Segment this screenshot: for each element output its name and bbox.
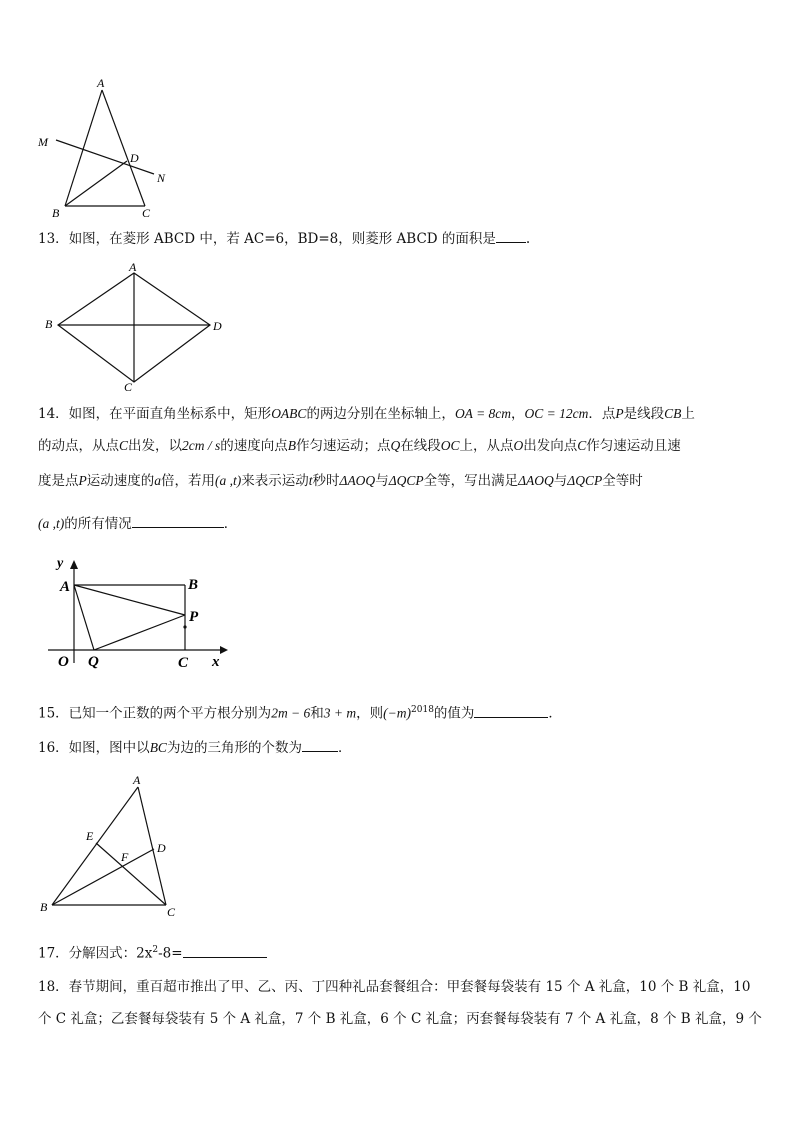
q14-math-c: C — [119, 438, 129, 453]
question-18-line-2: 个 C 礼盒；乙套餐每袋装有 5 个 A 礼盒，7 个 B 礼盒，6 个 C 礼盒；丙套餐每袋装有 7 个 A 礼盒，8 个 B 礼盒，9 个 — [38, 1011, 762, 1027]
segment-bd — [65, 161, 127, 206]
q17-answer-blank[interactable] — [183, 943, 267, 958]
q14-text: 14．如图，在平面直角坐标系中，矩形 — [38, 406, 272, 422]
label-b: B — [40, 900, 48, 914]
q14-math-oa: OA = 8cm — [454, 406, 512, 421]
segment-bd — [52, 849, 154, 905]
y-axis-arrow — [70, 560, 78, 569]
segment-ab — [52, 787, 138, 905]
figure-q12-triangle — [30, 74, 180, 224]
q13-text: 如图，在菱形 ABCD 中，若 AC=6，BD=8，则菱形 ABCD 的面积是 — [68, 231, 496, 247]
label-b: B — [52, 206, 60, 220]
q14-math-cb: CB — [664, 406, 682, 421]
q14-text: 的速度向点 — [220, 438, 288, 454]
q14-math-o: O — [513, 438, 524, 453]
q14-math-a: a — [154, 473, 161, 488]
q14-math-speed: 2cm / s — [182, 438, 221, 453]
q17-text: 17．分解因式：2x — [38, 945, 153, 962]
q14-text: 度是点 — [38, 473, 79, 489]
label-x: x — [212, 654, 220, 670]
question-16 — [38, 737, 351, 758]
q14-text: 倍，若用 — [161, 473, 215, 489]
q16-text: 16．如图，图中以 — [38, 740, 150, 756]
label-a: A — [97, 76, 105, 90]
q15-text: 15．已知一个正数的两个平方根分别为 — [38, 705, 272, 722]
q14-text: 全等，写出满足 — [423, 473, 519, 489]
segment-ab — [65, 90, 102, 206]
q14-math-b: B — [287, 438, 297, 453]
q14-text: 的两边分别在坐标轴上， — [306, 406, 455, 422]
q14-text: ， — [511, 406, 525, 422]
q14-math-triangle-qcp: ΔQCP — [388, 473, 424, 488]
figure-q13-rhombus — [40, 260, 240, 395]
q14-math-triangle-aoq: ΔAOQ — [339, 473, 376, 488]
segment-ap — [74, 585, 185, 615]
question-14-line-1 — [38, 404, 695, 424]
q14-text: 出发向点 — [523, 438, 578, 454]
question-13 — [38, 228, 530, 249]
q17-text: -8= — [158, 945, 183, 962]
q14-text: 运动速度的 — [86, 473, 155, 489]
segment-qp — [94, 615, 185, 650]
label-n: N — [157, 171, 166, 185]
q14-text: 作匀速运动且速 — [586, 438, 681, 454]
label-b: B — [45, 317, 53, 331]
q14-math-oc: OC — [440, 438, 460, 453]
q16-text: 为边的三角形的个数为 — [166, 740, 302, 756]
label-c: C — [178, 655, 189, 671]
q15-text: 的值为 — [433, 705, 475, 722]
q14-math-oabc: OABC — [271, 406, 307, 421]
q14-text: 出发，以 — [128, 438, 183, 454]
q13-answer-blank[interactable] — [496, 228, 526, 243]
q14-text: 的动点，从点 — [38, 438, 119, 454]
q14-end: ． — [223, 516, 238, 532]
label-b: B — [188, 577, 199, 593]
label-c: C — [124, 380, 133, 394]
q14-text: 全等时 — [602, 473, 643, 489]
label-p: P — [189, 609, 199, 625]
q15-math-root-1: 2m − 6 — [271, 705, 311, 721]
question-14-line-3 — [38, 471, 643, 491]
label-d: D — [130, 151, 139, 165]
question-15 — [38, 700, 562, 724]
q16-math-bc: BC — [149, 740, 167, 755]
question-17 — [38, 940, 267, 964]
figure-q14-coordinate — [40, 555, 240, 680]
q14-math-triangle-qcp: ΔQCP — [567, 473, 603, 488]
label-a: A — [60, 579, 71, 595]
q14-text: 是线段 — [623, 406, 665, 422]
q14-text: 与 — [375, 473, 389, 489]
q14-text: 与 — [553, 473, 568, 489]
question-14-line-4 — [38, 513, 237, 534]
label-f: F — [121, 850, 129, 864]
label-y: y — [57, 556, 64, 571]
label-a: A — [129, 260, 137, 274]
q14-math-t: t — [308, 473, 313, 488]
q15-end: ． — [548, 705, 562, 722]
q14-text: 的所有情况 — [64, 516, 132, 532]
q14-text: 秒时 — [312, 473, 340, 489]
q13-number: 13． — [38, 231, 69, 247]
x-axis-arrow — [220, 646, 228, 654]
label-q: Q — [88, 654, 99, 670]
label-o: O — [58, 654, 69, 670]
q15-text: ，则 — [356, 705, 384, 722]
label-a: A — [133, 773, 141, 787]
q14-math-pair: (a ,t) — [38, 516, 65, 531]
segment-ac — [102, 90, 145, 206]
q14-math-p: P — [78, 473, 87, 488]
label-d: D — [157, 841, 166, 855]
q14-math-pair: (a ,t) — [215, 473, 242, 488]
q14-math-q: Q — [390, 438, 401, 453]
line-mn — [56, 140, 154, 174]
label-d: D — [213, 319, 222, 333]
label-m: M — [38, 135, 48, 149]
segment-aq — [74, 585, 94, 650]
q15-text: 和 — [310, 705, 324, 722]
q14-answer-blank[interactable] — [132, 513, 224, 528]
figure-q16-triangle — [36, 770, 196, 920]
q16-end: ． — [337, 740, 352, 756]
label-c: C — [142, 206, 151, 220]
q15-math-base: (−m) — [383, 705, 412, 721]
q15-math-exponent: 2018 — [411, 705, 434, 715]
point-mark — [183, 625, 186, 628]
segment-ce — [96, 843, 166, 905]
q14-math-triangle-aoq: ΔAOQ — [518, 473, 554, 488]
q16-answer-blank[interactable] — [302, 737, 338, 752]
q13-end: . — [525, 231, 531, 247]
q14-text: 在线段 — [400, 438, 441, 454]
q14-math-p: P — [615, 406, 624, 421]
q14-text: 作匀速运动；点 — [296, 438, 391, 454]
q14-text: 上 — [681, 406, 695, 422]
q15-answer-blank[interactable] — [474, 703, 548, 718]
q14-math-oc: OC = 12cm — [524, 406, 589, 421]
q14-text: 上，从点 — [459, 438, 514, 454]
q14-text: 来表示运动 — [241, 473, 309, 489]
label-c: C — [167, 905, 176, 919]
question-18-line-1: 18．春节期间，重百超市推出了甲、乙、丙、丁四种礼品套餐组合：甲套餐每袋装有 15 个 A 礼盒，10 个 B 礼盒，10 — [38, 979, 751, 995]
q17-exponent: 2 — [152, 945, 159, 955]
q14-text: ．点 — [588, 406, 616, 422]
q14-math-c: C — [577, 438, 587, 453]
q15-math-root-2: 3 + m — [323, 705, 357, 721]
label-e: E — [86, 829, 94, 843]
question-14-line-2 — [38, 436, 681, 456]
